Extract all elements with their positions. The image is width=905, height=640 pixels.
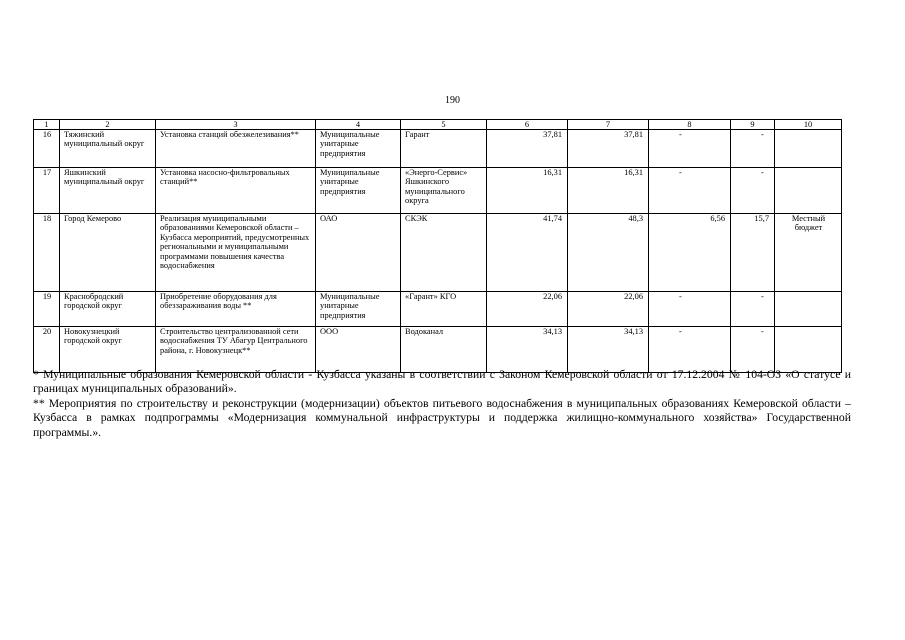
activity-cell: Установка станций обезжелезивания** xyxy=(156,130,316,168)
header-cell: 5 xyxy=(401,120,487,130)
municipality-cell: Новокузнецкий городской округ xyxy=(60,327,156,373)
value-cell: - xyxy=(731,168,775,214)
source-cell xyxy=(775,292,842,327)
table-header-row xyxy=(34,120,842,130)
organization-cell: СКЭК xyxy=(401,214,487,292)
activity-cell: Строительство централизованной сети водоснабжения ТУ Абагур Центрального района, г. Новокузнецк** xyxy=(156,327,316,373)
value-cell: 34,13 xyxy=(568,327,649,373)
header-cell: 1 xyxy=(34,120,60,130)
table-row xyxy=(34,130,842,168)
header-cell: 9 xyxy=(731,120,775,130)
program-table xyxy=(33,119,842,373)
source-cell xyxy=(775,168,842,214)
organization-cell: «Энерго-Сервис» Яшкинского муниципального округа xyxy=(401,168,487,214)
org-form-cell: Муниципальные унитарные предприятия xyxy=(316,130,401,168)
header-cell: 6 xyxy=(487,120,568,130)
value-cell: 34,13 xyxy=(487,327,568,373)
value-cell: - xyxy=(731,292,775,327)
value-cell: 41,74 xyxy=(487,214,568,292)
value-cell: 22,06 xyxy=(568,292,649,327)
value-cell: 37,81 xyxy=(568,130,649,168)
header-cell: 7 xyxy=(568,120,649,130)
value-cell: - xyxy=(649,327,731,373)
header-cell: 4 xyxy=(316,120,401,130)
header-cell: 8 xyxy=(649,120,731,130)
footnote-municipalities: * Муниципальные образования Кемеровской области - Кузбасса указаны в соответствии с Законом Кемеровской области от 17.12.2004 № 104-ОЗ «О статусе и границах муниципальных образований». xyxy=(33,368,851,396)
footnotes xyxy=(33,368,851,440)
value-cell: 6,56 xyxy=(649,214,731,292)
municipality-cell: Тяжинский муниципальный округ xyxy=(60,130,156,168)
municipality-cell: Город Кемерово xyxy=(60,214,156,292)
org-form-cell: ООО xyxy=(316,327,401,373)
row-number-cell: 19 xyxy=(34,292,60,327)
org-form-cell: Муниципальные унитарные предприятия xyxy=(316,292,401,327)
row-number-cell: 20 xyxy=(34,327,60,373)
source-cell xyxy=(775,327,842,373)
footnote-subprogram: ** Мероприятия по строительству и реконструкции (модернизации) объектов питьевого водоснабжения в муниципальных образованиях Кемеровской области – Кузбасса в рамках подпрограммы «Модернизация коммунальной инфраструктуры и поддержка жилищно-коммунального хозяйства» Государственной программы.». xyxy=(33,396,851,439)
row-number-cell: 16 xyxy=(34,130,60,168)
municipality-cell: Яшкинский муниципальный округ xyxy=(60,168,156,214)
value-cell: - xyxy=(649,292,731,327)
row-number-cell: 17 xyxy=(34,168,60,214)
value-cell: 16,31 xyxy=(487,168,568,214)
activity-cell: Установка насосно-фильтровальных станций** xyxy=(156,168,316,214)
organization-cell: Водоканал xyxy=(401,327,487,373)
page-number: 190 xyxy=(445,95,460,106)
header-cell: 2 xyxy=(60,120,156,130)
table-row xyxy=(34,168,842,214)
organization-cell: Гарант xyxy=(401,130,487,168)
header-cell: 3 xyxy=(156,120,316,130)
value-cell: - xyxy=(649,168,731,214)
value-cell: - xyxy=(731,327,775,373)
value-cell: 48,3 xyxy=(568,214,649,292)
municipality-cell: Краснобродский городской округ xyxy=(60,292,156,327)
table-row xyxy=(34,214,842,292)
header-cell: 10 xyxy=(775,120,842,130)
value-cell: 15,7 xyxy=(731,214,775,292)
table-row xyxy=(34,327,842,373)
org-form-cell: Муниципальные унитарные предприятия xyxy=(316,168,401,214)
org-form-cell: ОАО xyxy=(316,214,401,292)
source-cell xyxy=(775,130,842,168)
value-cell: 37,81 xyxy=(487,130,568,168)
value-cell: - xyxy=(731,130,775,168)
value-cell: 22,06 xyxy=(487,292,568,327)
row-number-cell: 18 xyxy=(34,214,60,292)
organization-cell: «Гарант» КГО xyxy=(401,292,487,327)
source-cell: Местный бюджет xyxy=(775,214,842,292)
value-cell: 16,31 xyxy=(568,168,649,214)
table-row xyxy=(34,292,842,327)
activity-cell: Приобретение оборудования для обеззараживания воды ** xyxy=(156,292,316,327)
value-cell: - xyxy=(649,130,731,168)
activity-cell: Реализация муниципальными образованиями Кемеровской области – Кузбасса мероприятий, предусмотренных региональными и муниципальными программами повышения качества водоснабжения xyxy=(156,214,316,292)
